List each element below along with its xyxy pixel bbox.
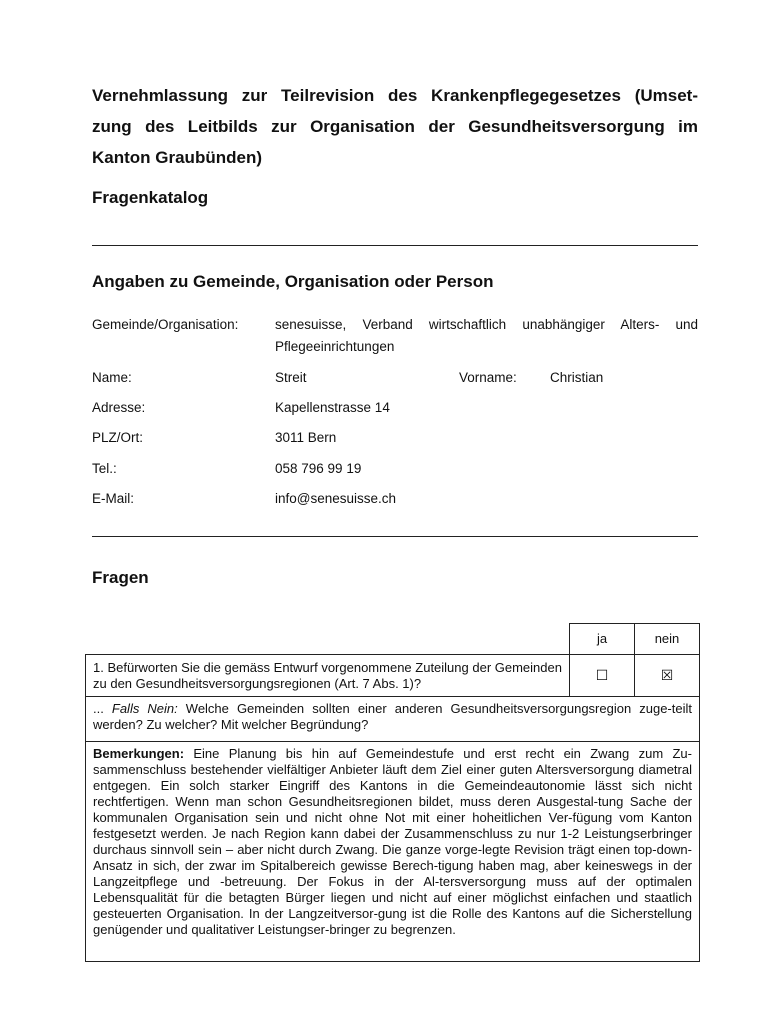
- separator-line-2: [92, 536, 698, 537]
- question-1-text: 1. Befürworten Sie die gemäss Entwurf vorgenommene Zuteilung der Gemeinden zu den Gesundheitsversorgungsregionen (Art. 7 Abs. 1)?: [85, 654, 570, 697]
- question-1-ja-checkbox[interactable]: ☐: [569, 654, 635, 697]
- name-value: Streit: [275, 370, 307, 385]
- email-label: E-Mail:: [92, 491, 135, 506]
- plz-value: 3011 Bern: [275, 430, 337, 445]
- vorname-value: Christian: [550, 370, 604, 385]
- title-line-2: zung des Leitbilds zur Organisation der Gesundheitsversorgung im: [92, 117, 698, 136]
- bemerkungen-field[interactable]: [85, 741, 700, 962]
- bemerkungen-label: Bemerkungen:: [93, 746, 185, 761]
- adresse-value: Kapellenstrasse 14: [275, 400, 390, 415]
- bemerkungen-text: Eine Planung bis hin auf Gemeindestufe und erst recht ein Zwang zum Zu-sammenschluss bestehender vielfältiger Anbieter läuft dem Ziel einer guten Altersversorgung diametral entgegen. Ein solch starker Eingriff des Kantons in die Gemeindeautonomie lässt sich nicht rechtfertigen. Wenn man schon Gesundheitsregionen bildet, muss deren Ausgestal-tung Sache der kommunalen Organisation sein und nicht ohne Not mit einer hoheitlichen Ver-fügung vom Kanton festgesetzt werden. Je nach Region kann dabei der Zusammenschluss zu nur 1-2 Leistungserbringer durchaus sinnvoll sein – aber nicht durch Zwang. Die ganze vorge-legte Revision trägt einen top-down-Ansatz in sich, der zwar im Spitalbereich gewisse Berech-tigung haben mag, aber keineswegs in der Langzeitpflege und -betreuung. Der Fokus in der Al-tersversorgung muss auf der optimalen Lebensqualität für die betagten Bürger liegen und nicht auf einer möglichst einfachen und staatlich gesteuerten Organisation. In der Langzeitversor-gung ist die Rolle des Kantons auf die Sicherstellung genügender und qualitativer Leistungser-bringer zu begrenzen.: [93, 746, 692, 937]
- email-value[interactable]: info@senesuisse.ch: [275, 491, 397, 506]
- separator-line: [92, 245, 698, 246]
- falls-nein-text: Welche Gemeinden sollten einer anderen Gesundheitsversorgungsregion zuge-teilt werden? Zu welcher? Mit welcher Begründung?: [93, 701, 692, 732]
- title-line-3: Kanton Graubünden): [92, 148, 262, 167]
- organisation-label: Gemeinde/Organisation:: [92, 317, 239, 332]
- organisation-value: [275, 314, 698, 358]
- contact-heading: Angaben zu Gemeinde, Organisation oder Person: [92, 272, 494, 291]
- questions-heading: Fragen: [92, 568, 149, 587]
- name-label: Name:: [92, 370, 132, 385]
- question-1-nein-checkbox[interactable]: ☒: [634, 654, 700, 697]
- title-line-1: Vernehmlassung zur Teilrevision des Krankenpflegegesetzes (Umset-: [92, 86, 698, 105]
- tel-value: 058 796 99 19: [275, 461, 362, 476]
- column-header-nein: nein: [634, 623, 700, 655]
- adresse-label: Adresse:: [92, 400, 146, 415]
- tel-label: Tel.:: [92, 461, 117, 476]
- plz-label: PLZ/Ort:: [92, 430, 144, 445]
- document-title: [92, 80, 698, 173]
- falls-nein-field[interactable]: [85, 696, 700, 742]
- column-header-ja: ja: [569, 623, 635, 655]
- document-subtitle: Fragenkatalog: [92, 188, 209, 207]
- organisation-value-text: senesuisse, Verband wirtschaftlich unabhängiger Alters- und Pflegeeinrichtungen: [275, 317, 698, 354]
- vorname-label: Vorname:: [459, 370, 517, 385]
- falls-prefix: ...: [93, 701, 112, 716]
- falls-nein-label: Falls Nein:: [111, 701, 178, 716]
